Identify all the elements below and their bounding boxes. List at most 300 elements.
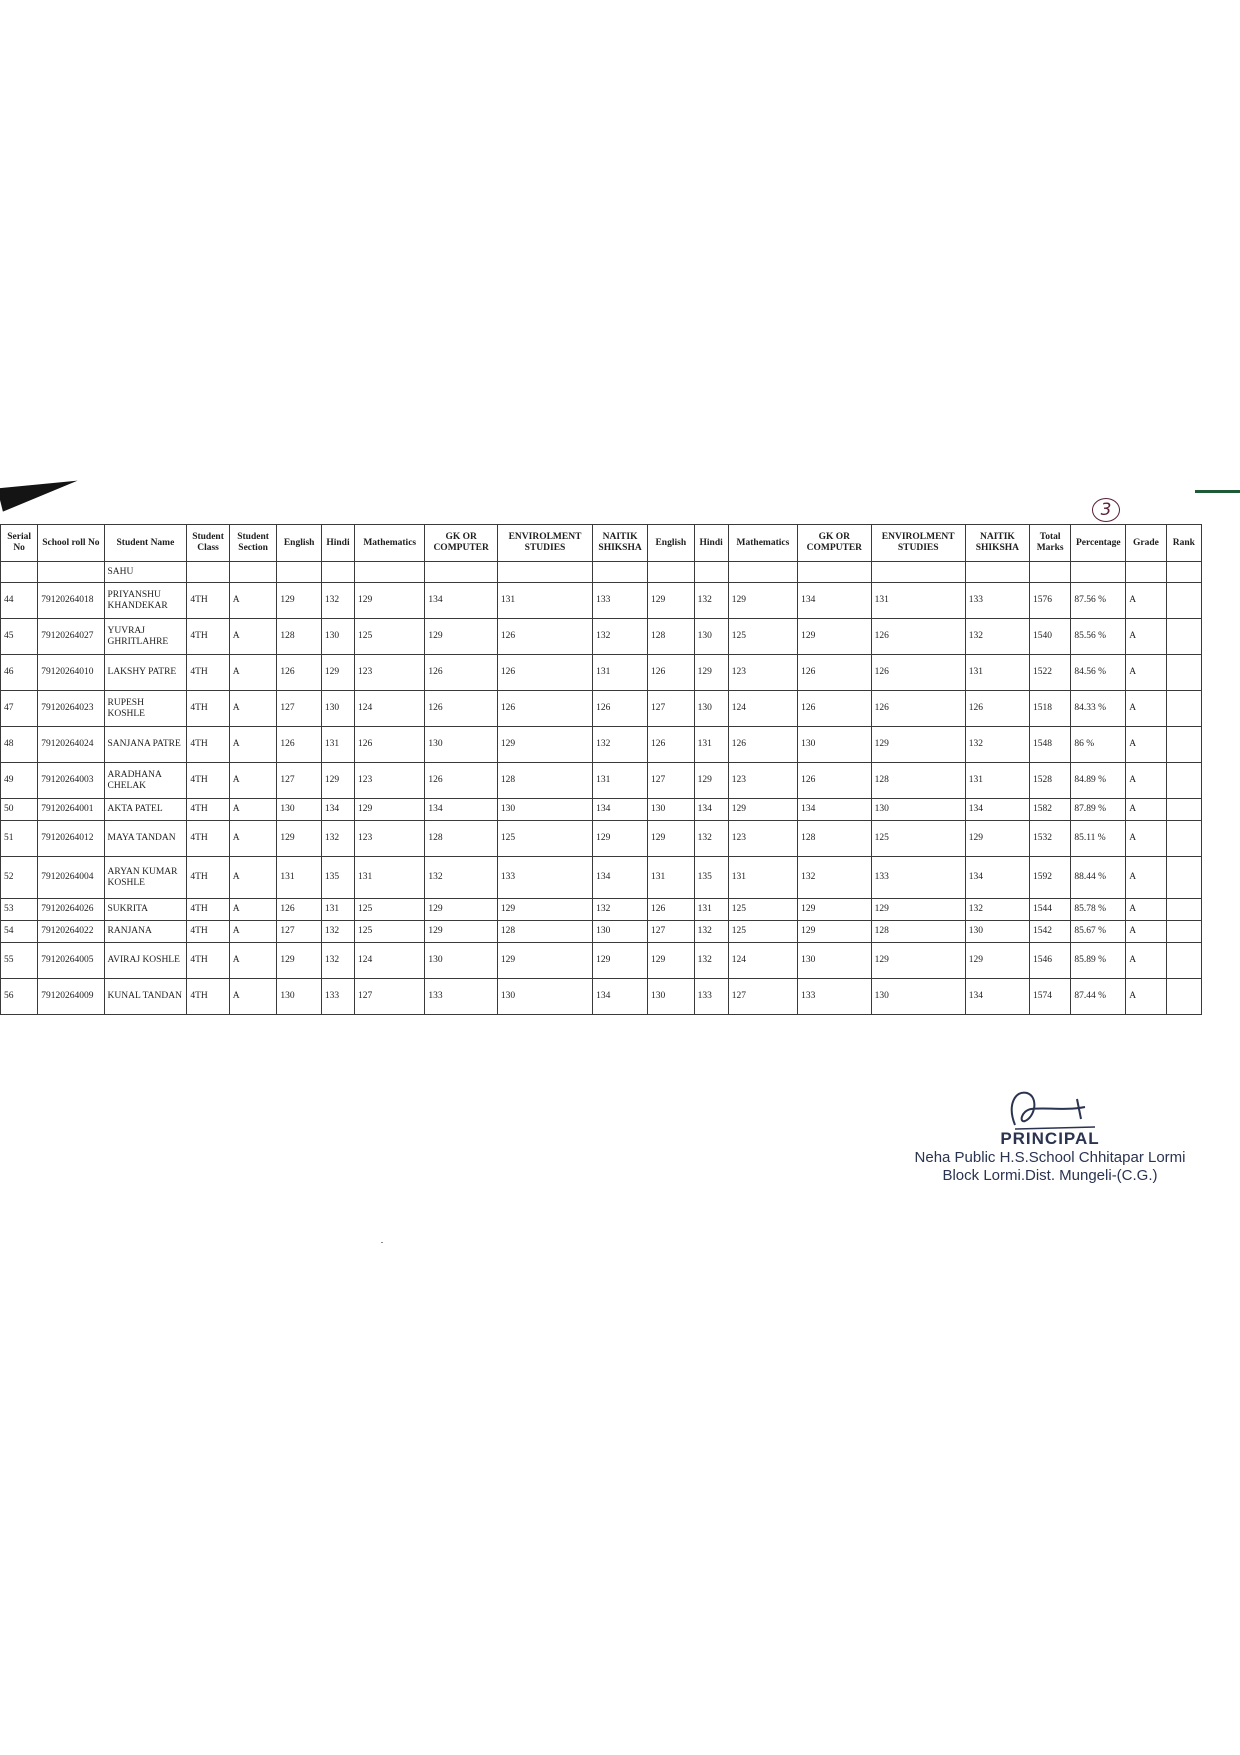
cell-rank [1166, 763, 1201, 799]
cell-math2: 125 [728, 921, 797, 943]
cell-class: 4TH [187, 857, 229, 899]
column-header: Student Section [229, 525, 277, 562]
cell-hindi2: 130 [694, 691, 728, 727]
cell-section: A [229, 763, 277, 799]
cell-grade: A [1126, 763, 1166, 799]
cell-english: 131 [277, 857, 322, 899]
cell-hindi: 131 [321, 727, 354, 763]
cell-gk: 129 [425, 619, 497, 655]
cell-evs: 126 [497, 655, 592, 691]
cell-name: YUVRAJ GHRITLAHRE [104, 619, 187, 655]
column-header: Serial No [1, 525, 38, 562]
table-row [1, 943, 1202, 979]
signature-mark [985, 1085, 1115, 1135]
cell-total: 1528 [1029, 763, 1070, 799]
cell-section: A [229, 899, 277, 921]
cell-naitik2: 134 [965, 799, 1029, 821]
cell-rank [1166, 943, 1201, 979]
cell-grade: A [1126, 821, 1166, 857]
cell-percentage: 87.44 % [1071, 979, 1126, 1015]
cell-roll: 79120264026 [38, 899, 104, 921]
cell-class: 4TH [187, 763, 229, 799]
principal-signature-block [900, 1085, 1200, 1185]
cell-naitik2: 132 [965, 727, 1029, 763]
cell-naitik2: 132 [965, 619, 1029, 655]
cell-grade: A [1126, 583, 1166, 619]
cell-math2: 125 [728, 619, 797, 655]
cell-name: SUKRITA [104, 899, 187, 921]
cell-gk2: 126 [798, 763, 872, 799]
cell-math: 125 [355, 619, 425, 655]
cell-roll: 79120264010 [38, 655, 104, 691]
cell-percentage: 85.89 % [1071, 943, 1126, 979]
cell-total: 1576 [1029, 583, 1070, 619]
cell-evs2: 129 [871, 727, 965, 763]
cell-hindi: 132 [321, 943, 354, 979]
cell-roll: 79120264004 [38, 857, 104, 899]
cell-hindi2: 134 [694, 799, 728, 821]
column-header: Hindi [321, 525, 354, 562]
cell-evs2: 126 [871, 691, 965, 727]
cell-rank [1166, 899, 1201, 921]
cell-hindi2: 135 [694, 857, 728, 899]
cell-serial: 47 [1, 691, 38, 727]
cell-class: 4TH [187, 943, 229, 979]
column-header: ENVIROLMENT STUDIES [871, 525, 965, 562]
cell-total: 1542 [1029, 921, 1070, 943]
cell-naitik2: 129 [965, 821, 1029, 857]
cell-name: RANJANA [104, 921, 187, 943]
cell-empty [593, 562, 648, 583]
cell-class: 4TH [187, 979, 229, 1015]
cell-empty [965, 562, 1029, 583]
cell-gk: 132 [425, 857, 497, 899]
column-header: English [277, 525, 322, 562]
table-row [1, 655, 1202, 691]
cell-evs: 128 [497, 763, 592, 799]
cell-total: 1582 [1029, 799, 1070, 821]
cell-hindi: 130 [321, 691, 354, 727]
cell-rank [1166, 619, 1201, 655]
cell-grade: A [1126, 921, 1166, 943]
cell-naitik2: 130 [965, 921, 1029, 943]
cell-naitik: 129 [593, 943, 648, 979]
cell-percentage: 87.89 % [1071, 799, 1126, 821]
cell-evs: 130 [497, 799, 592, 821]
cell-naitik: 132 [593, 899, 648, 921]
cell-rank [1166, 727, 1201, 763]
cell-hindi2: 132 [694, 921, 728, 943]
cell-class: 4TH [187, 727, 229, 763]
principal-title: PRINCIPAL [1000, 1129, 1100, 1148]
cell-english2: 126 [648, 727, 695, 763]
cell-empty [648, 562, 695, 583]
cell-hindi2: 133 [694, 979, 728, 1015]
table-row [1, 799, 1202, 821]
cell-rank [1166, 799, 1201, 821]
cell-grade: A [1126, 943, 1166, 979]
column-header: Student Name [104, 525, 187, 562]
cell-serial: 45 [1, 619, 38, 655]
cell-hindi2: 129 [694, 655, 728, 691]
column-header: Hindi [694, 525, 728, 562]
cell-math2: 124 [728, 943, 797, 979]
cell-hindi2: 129 [694, 763, 728, 799]
cell-name: AVIRAJ KOSHLE [104, 943, 187, 979]
cell-english: 130 [277, 799, 322, 821]
cell-grade: A [1126, 727, 1166, 763]
cell-naitik2: 134 [965, 979, 1029, 1015]
cell-empty [1166, 562, 1201, 583]
cell-hindi: 133 [321, 979, 354, 1015]
cell-serial: 46 [1, 655, 38, 691]
cell-math2: 127 [728, 979, 797, 1015]
cell-section: A [229, 727, 277, 763]
scan-corner-mark [0, 469, 81, 512]
cell-empty [321, 562, 354, 583]
cell-english2: 128 [648, 619, 695, 655]
cell-rank [1166, 583, 1201, 619]
cell-percentage: 85.67 % [1071, 921, 1126, 943]
cell-class: 4TH [187, 821, 229, 857]
cell-serial: 56 [1, 979, 38, 1015]
cell-naitik: 132 [593, 727, 648, 763]
cell-evs: 133 [497, 857, 592, 899]
cell-hindi: 135 [321, 857, 354, 899]
cell-evs: 126 [497, 691, 592, 727]
cell-serial: 50 [1, 799, 38, 821]
cell-name: ARYAN KUMAR KOSHLE [104, 857, 187, 899]
cell-math2: 123 [728, 821, 797, 857]
cell-evs2: 126 [871, 655, 965, 691]
table-row [1, 763, 1202, 799]
cell-roll: 79120264001 [38, 799, 104, 821]
cell-section: A [229, 691, 277, 727]
cell-total: 1540 [1029, 619, 1070, 655]
cell-class: 4TH [187, 691, 229, 727]
cell-empty [277, 562, 322, 583]
column-header: Percentage [1071, 525, 1126, 562]
cell-math: 129 [355, 799, 425, 821]
table-row [1, 921, 1202, 943]
cell-roll: 79120264012 [38, 821, 104, 857]
cell-evs2: 133 [871, 857, 965, 899]
cell-naitik2: 131 [965, 763, 1029, 799]
cell-gk2: 128 [798, 821, 872, 857]
cell-roll: 79120264022 [38, 921, 104, 943]
cell-grade: A [1126, 799, 1166, 821]
cell-gk2: 133 [798, 979, 872, 1015]
cell-gk: 134 [425, 583, 497, 619]
continued-name-row [1, 562, 1202, 583]
table-row [1, 821, 1202, 857]
column-header: Rank [1166, 525, 1201, 562]
cell-evs2: 131 [871, 583, 965, 619]
cell-hindi2: 130 [694, 619, 728, 655]
cell-percentage: 84.89 % [1071, 763, 1126, 799]
cell-english: 130 [277, 979, 322, 1015]
cell-percentage: 88.44 % [1071, 857, 1126, 899]
column-header: Student Class [187, 525, 229, 562]
cell-evs2: 126 [871, 619, 965, 655]
cell-hindi: 129 [321, 655, 354, 691]
cell-grade: A [1126, 899, 1166, 921]
cell-gk: 129 [425, 899, 497, 921]
cell-hindi2: 132 [694, 943, 728, 979]
cell-hindi2: 131 [694, 727, 728, 763]
cell-section: A [229, 857, 277, 899]
cell-gk2: 129 [798, 619, 872, 655]
scan-edge-mark [1195, 490, 1240, 493]
cell-english: 127 [277, 691, 322, 727]
cell-math: 123 [355, 655, 425, 691]
cell-english2: 130 [648, 979, 695, 1015]
cell-name: MAYA TANDAN [104, 821, 187, 857]
cell-naitik2: 131 [965, 655, 1029, 691]
table-row [1, 979, 1202, 1015]
cell-percentage: 85.78 % [1071, 899, 1126, 921]
cell-evs2: 130 [871, 799, 965, 821]
cell-name: KUNAL TANDAN [104, 979, 187, 1015]
cell-total: 1546 [1029, 943, 1070, 979]
cell-math2: 125 [728, 899, 797, 921]
cell-evs2: 130 [871, 979, 965, 1015]
cell-total: 1518 [1029, 691, 1070, 727]
cell-naitik: 129 [593, 821, 648, 857]
cell-evs: 129 [497, 727, 592, 763]
cell-english: 128 [277, 619, 322, 655]
cell-english: 127 [277, 763, 322, 799]
cell-gk2: 129 [798, 921, 872, 943]
scan-speck [381, 1242, 383, 1243]
cell-gk2: 126 [798, 691, 872, 727]
cell-grade: A [1126, 691, 1166, 727]
cell-math2: 131 [728, 857, 797, 899]
cell-total: 1544 [1029, 899, 1070, 921]
cell-naitik: 133 [593, 583, 648, 619]
cell-class: 4TH [187, 655, 229, 691]
column-header: GK OR COMPUTER [425, 525, 497, 562]
cell-serial [1, 562, 38, 583]
cell-naitik2: 134 [965, 857, 1029, 899]
cell-hindi: 129 [321, 763, 354, 799]
cell-gk: 128 [425, 821, 497, 857]
page-number: 3 [1092, 498, 1120, 522]
table-row [1, 691, 1202, 727]
column-header: Grade [1126, 525, 1166, 562]
cell-section: A [229, 583, 277, 619]
cell-math: 125 [355, 899, 425, 921]
cell-roll: 79120264003 [38, 763, 104, 799]
cell-math2: 123 [728, 655, 797, 691]
cell-naitik2: 126 [965, 691, 1029, 727]
cell-english2: 126 [648, 655, 695, 691]
cell-empty [871, 562, 965, 583]
cell-gk2: 134 [798, 583, 872, 619]
table-row [1, 727, 1202, 763]
cell-class: 4TH [187, 921, 229, 943]
cell-roll: 79120264005 [38, 943, 104, 979]
cell-percentage: 84.56 % [1071, 655, 1126, 691]
cell-hindi: 132 [321, 821, 354, 857]
cell-class [187, 562, 229, 583]
cell-gk: 130 [425, 943, 497, 979]
cell-total: 1532 [1029, 821, 1070, 857]
cell-grade: A [1126, 619, 1166, 655]
cell-evs: 129 [497, 943, 592, 979]
table-header-row [1, 525, 1202, 562]
cell-naitik: 131 [593, 655, 648, 691]
cell-hindi2: 132 [694, 821, 728, 857]
cell-english2: 129 [648, 943, 695, 979]
table-row [1, 857, 1202, 899]
cell-evs2: 129 [871, 943, 965, 979]
cell-rank [1166, 655, 1201, 691]
cell-name: AKTA PATEL [104, 799, 187, 821]
cell-class: 4TH [187, 619, 229, 655]
cell-serial: 49 [1, 763, 38, 799]
cell-hindi: 132 [321, 583, 354, 619]
cell-percentage: 85.56 % [1071, 619, 1126, 655]
column-header: NAITIK SHIKSHA [593, 525, 648, 562]
cell-rank [1166, 821, 1201, 857]
cell-section [229, 562, 277, 583]
cell-rank [1166, 857, 1201, 899]
cell-empty [355, 562, 425, 583]
cell-section: A [229, 821, 277, 857]
cell-math: 125 [355, 921, 425, 943]
cell-empty [1126, 562, 1166, 583]
cell-evs: 125 [497, 821, 592, 857]
cell-english2: 129 [648, 583, 695, 619]
marks-table [0, 524, 1202, 1015]
cell-hindi2: 132 [694, 583, 728, 619]
cell-roll: 79120264023 [38, 691, 104, 727]
cell-math: 129 [355, 583, 425, 619]
cell-serial: 44 [1, 583, 38, 619]
cell-serial: 54 [1, 921, 38, 943]
cell-english: 129 [277, 583, 322, 619]
cell-serial: 48 [1, 727, 38, 763]
cell-empty [694, 562, 728, 583]
cell-gk: 126 [425, 763, 497, 799]
cell-grade: A [1126, 979, 1166, 1015]
cell-naitik2: 133 [965, 583, 1029, 619]
cell-math2: 124 [728, 691, 797, 727]
cell-grade: A [1126, 857, 1166, 899]
cell-class: 4TH [187, 799, 229, 821]
cell-gk2: 134 [798, 799, 872, 821]
table-body [1, 562, 1202, 1015]
cell-empty [1029, 562, 1070, 583]
cell-serial: 55 [1, 943, 38, 979]
cell-roll: 79120264009 [38, 979, 104, 1015]
cell-evs2: 129 [871, 899, 965, 921]
cell-math: 123 [355, 763, 425, 799]
continued-name: SAHU [104, 562, 187, 583]
column-header: NAITIK SHIKSHA [965, 525, 1029, 562]
cell-hindi2: 131 [694, 899, 728, 921]
cell-english2: 127 [648, 691, 695, 727]
cell-total: 1592 [1029, 857, 1070, 899]
cell-evs: 129 [497, 899, 592, 921]
cell-english: 129 [277, 943, 322, 979]
cell-total: 1574 [1029, 979, 1070, 1015]
cell-section: A [229, 943, 277, 979]
cell-english: 129 [277, 821, 322, 857]
cell-english2: 126 [648, 899, 695, 921]
cell-section: A [229, 799, 277, 821]
cell-name: RUPESH KOSHLE [104, 691, 187, 727]
cell-roll: 79120264024 [38, 727, 104, 763]
cell-naitik: 130 [593, 921, 648, 943]
cell-math2: 126 [728, 727, 797, 763]
cell-english: 126 [277, 727, 322, 763]
cell-empty [497, 562, 592, 583]
cell-english2: 127 [648, 763, 695, 799]
column-header: English [648, 525, 695, 562]
cell-english2: 131 [648, 857, 695, 899]
cell-roll: 79120264018 [38, 583, 104, 619]
cell-english: 126 [277, 655, 322, 691]
column-header: GK OR COMPUTER [798, 525, 872, 562]
cell-empty [1071, 562, 1126, 583]
cell-gk: 134 [425, 799, 497, 821]
cell-name: ARADHANA CHELAK [104, 763, 187, 799]
cell-math2: 129 [728, 583, 797, 619]
cell-serial: 51 [1, 821, 38, 857]
cell-gk: 126 [425, 655, 497, 691]
cell-gk2: 132 [798, 857, 872, 899]
cell-hindi: 130 [321, 619, 354, 655]
cell-section: A [229, 979, 277, 1015]
cell-serial: 52 [1, 857, 38, 899]
cell-gk2: 129 [798, 899, 872, 921]
cell-section: A [229, 655, 277, 691]
cell-empty [728, 562, 797, 583]
cell-naitik: 126 [593, 691, 648, 727]
column-header: ENVIROLMENT STUDIES [497, 525, 592, 562]
school-name: Neha Public H.S.School Chhitapar Lormi [914, 1149, 1186, 1166]
cell-gk: 130 [425, 727, 497, 763]
cell-empty [425, 562, 497, 583]
cell-class: 4TH [187, 899, 229, 921]
cell-empty [798, 562, 872, 583]
column-header: Total Marks [1029, 525, 1070, 562]
cell-rank [1166, 921, 1201, 943]
cell-naitik2: 132 [965, 899, 1029, 921]
cell-evs2: 128 [871, 763, 965, 799]
cell-name: PRIYANSHU KHANDEKAR [104, 583, 187, 619]
cell-english: 126 [277, 899, 322, 921]
column-header: Mathematics [728, 525, 797, 562]
cell-evs: 126 [497, 619, 592, 655]
table-row [1, 583, 1202, 619]
cell-math: 127 [355, 979, 425, 1015]
cell-class: 4TH [187, 583, 229, 619]
cell-serial: 53 [1, 899, 38, 921]
cell-total: 1548 [1029, 727, 1070, 763]
cell-gk2: 130 [798, 943, 872, 979]
cell-math: 124 [355, 691, 425, 727]
cell-gk: 129 [425, 921, 497, 943]
cell-math: 131 [355, 857, 425, 899]
cell-math: 123 [355, 821, 425, 857]
cell-hindi: 131 [321, 899, 354, 921]
cell-english: 127 [277, 921, 322, 943]
column-header: School roll No [38, 525, 104, 562]
cell-naitik2: 129 [965, 943, 1029, 979]
